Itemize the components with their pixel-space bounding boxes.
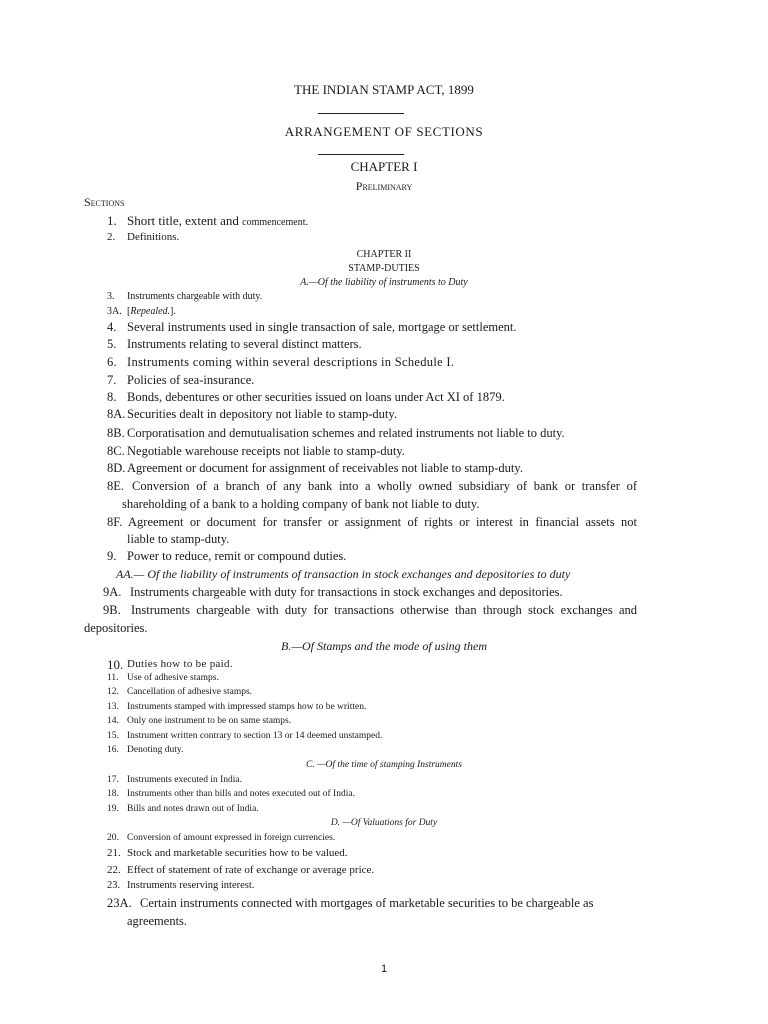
section-title: Duties how to be paid.: [127, 658, 233, 670]
section-number: 9A.: [103, 585, 122, 599]
section-title: Power to reduce, remit or compound duties.: [127, 549, 347, 563]
part-c-heading: C. —Of the time of stamping Instruments: [306, 760, 462, 770]
arrangement-divider: [318, 154, 404, 155]
section-title-line-1: Instruments chargeable with duty for transactions otherwise than through stock exchanges and: [131, 603, 637, 617]
section-title: [Repealed.].: [127, 306, 176, 317]
sections-label: Sections: [84, 195, 125, 209]
section-title: Conversion of amount expressed in foreign currencies.: [127, 833, 336, 843]
section-title: Bills and notes drawn out of India.: [127, 804, 259, 814]
section-title: Use of adhesive stamps.: [127, 673, 219, 683]
section-number: 4.: [107, 320, 117, 334]
section-title: Cancellation of adhesive stamps.: [127, 687, 253, 697]
section-title: Agreement or document for assignment of receivables not liable to stamp-duty.: [127, 461, 523, 475]
section-title: Policies of sea-insurance.: [127, 373, 255, 387]
section-title-line-2: agreements.: [127, 914, 188, 928]
title-divider: [318, 113, 404, 114]
section-title: Instrument written contrary to section 13 or 14 deemed unstamped.: [127, 731, 383, 741]
section-title: Corporatisation and demutualisation schemes and related instruments not liable to duty.: [127, 426, 565, 440]
section-number: 23A.: [107, 896, 132, 910]
section-number: 8D.: [107, 461, 126, 475]
section-number: 2.: [107, 231, 116, 243]
section-number: 11.: [107, 673, 119, 683]
section-title: Effect of statement of rate of exchange or average price.: [127, 864, 375, 876]
section-number: 8C.: [107, 444, 125, 458]
section-title: Definitions.: [127, 231, 180, 243]
section-number: 7.: [107, 373, 117, 387]
section-number: 9B.: [103, 603, 121, 617]
section-number: 8A.: [107, 407, 126, 421]
section-title: Only one instrument to be on same stamps.: [127, 716, 292, 726]
section-number: 1.: [107, 213, 117, 228]
section-title-line-1: Certain instruments connected with mortgages of marketable securities to be chargeable as: [140, 896, 594, 910]
section-title: Securities dealt in depository not liable to stamp-duty.: [127, 407, 397, 421]
section-number: 17.: [107, 775, 119, 785]
section-number: 8E.: [107, 479, 125, 493]
section-title: Instruments coming within several descriptions in Schedule I.: [127, 355, 455, 369]
section-number: 3.: [107, 291, 115, 302]
section-number: 9.: [107, 549, 117, 563]
section-number: 22.: [107, 864, 121, 876]
section-number: 8B.: [107, 426, 125, 440]
section-number: 23.: [107, 880, 121, 891]
section-number: 19.: [107, 804, 119, 814]
section-number: 13.: [107, 702, 119, 712]
section-title: Stock and marketable securities how to be valued.: [127, 847, 348, 859]
section-title-line-2: depositories.: [84, 621, 148, 635]
section-number: 12.: [107, 687, 119, 697]
section-title-line-2: liable to stamp-duty.: [127, 532, 230, 546]
chapter-2-heading: CHAPTER II: [356, 249, 412, 260]
section-number: 6.: [107, 355, 117, 369]
chapter-1-subheading: Preliminary: [355, 179, 413, 193]
part-aa-heading: AA.— Of the liability of instruments of transaction in stock exchanges and depositories to duty: [116, 567, 571, 581]
section-number: 20.: [107, 833, 119, 843]
section-number: 16.: [107, 745, 119, 755]
section-title: Instruments executed in India.: [127, 775, 243, 785]
section-number: 8.: [107, 390, 117, 404]
section-title: Instruments chargeable with duty.: [127, 291, 263, 302]
section-number: 5.: [107, 337, 117, 351]
section-number: 8F.: [107, 515, 123, 529]
act-title: THE INDIAN STAMP ACT, 1899: [294, 82, 474, 97]
part-b-heading: B.—Of Stamps and the mode of using them: [281, 639, 487, 653]
arrangement-heading: ARRANGEMENT OF SECTIONS: [284, 124, 484, 139]
section-number: 3A.: [107, 306, 122, 317]
section-title: Several instruments used in single transaction of sale, mortgage or settlement.: [127, 320, 517, 334]
section-title: Instruments relating to several distinct matters.: [127, 337, 362, 351]
section-number: 21.: [107, 847, 121, 859]
section-title: Negotiable warehouse receipts not liable to stamp-duty.: [127, 444, 405, 458]
section-title: Bonds, debentures or other securities issued on loans under Act XI of 1879.: [127, 390, 505, 404]
chapter-2-subheading: STAMP-DUTIES: [348, 263, 420, 274]
section-title: Instruments other than bills and notes executed out of India.: [127, 789, 355, 799]
section-title: Instruments reserving interest.: [127, 880, 255, 891]
section-title-line-2: shareholding of a bank to a holding company of bank not liable to duty.: [122, 497, 480, 511]
section-title: Denoting duty.: [127, 745, 184, 755]
page-number: 1: [380, 963, 388, 975]
section-title: Instruments chargeable with duty for transactions in stock exchanges and depositories.: [130, 585, 563, 599]
section-title: Short title, extent and commencement.: [127, 213, 308, 228]
section-number: 10.: [107, 657, 124, 672]
part-d-heading: D. —Of Valuations for Duty: [330, 818, 438, 828]
chapter-1-heading: CHAPTER I: [350, 159, 418, 174]
section-title-line-1: Conversion of a branch of any bank into a wholly owned subsidiary of bank or transfer of: [132, 479, 637, 493]
section-title: Instruments stamped with impressed stamps how to be written.: [127, 702, 367, 712]
section-title-line-1: Agreement or document for transfer or assignment of rights or interest in financial assets not: [128, 515, 637, 529]
section-number: 15.: [107, 731, 119, 741]
section-number: 14.: [107, 716, 119, 726]
part-a-heading: A.—Of the liability of instruments to Duty: [300, 277, 468, 288]
section-number: 18.: [107, 789, 119, 799]
